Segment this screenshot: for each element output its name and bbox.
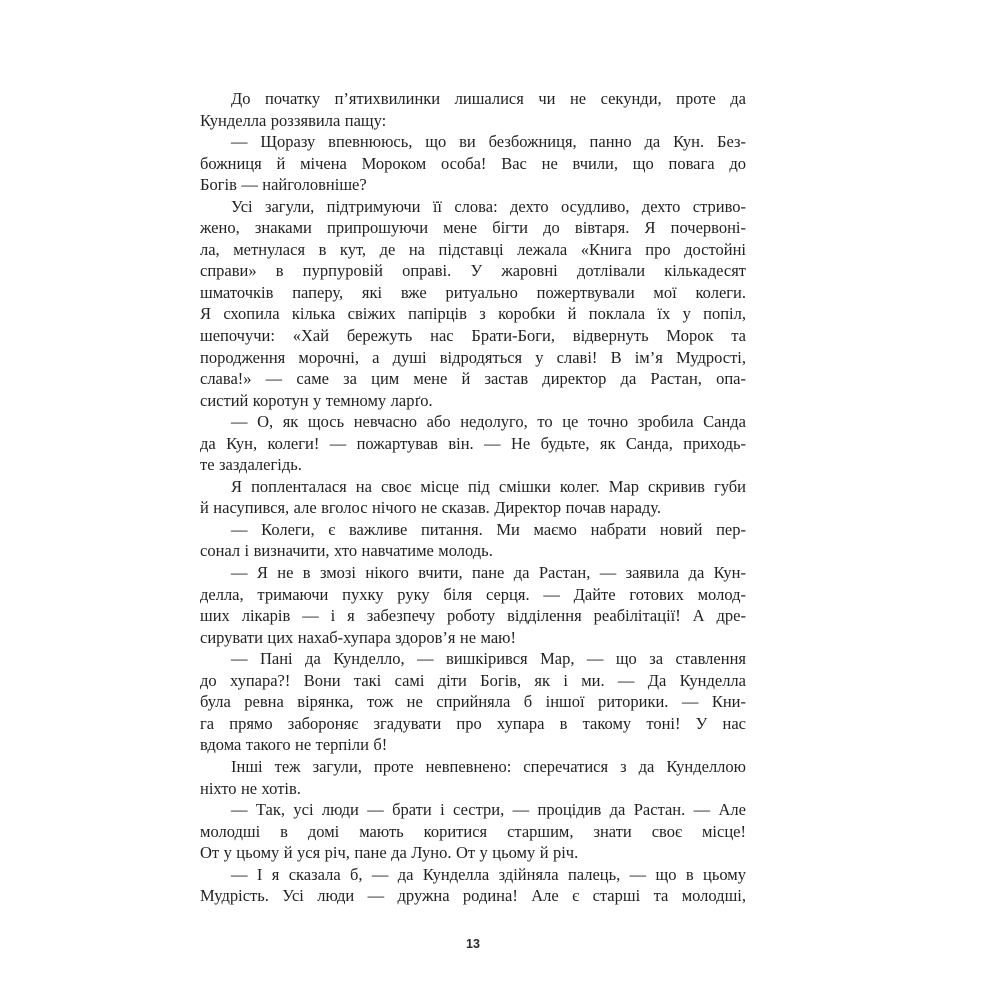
text-line: справи» в пурпуровій оправі. У жаровні дотлівали кількадесят: [200, 261, 746, 281]
text-line: породження морочні, а душі відродяться у славі! В ім’я Мудрості,: [200, 347, 746, 367]
text-line: делла, тримаючи пухку руку біля серця. — Дайте готових молод-: [200, 584, 746, 604]
text-line: шепочучи: «Хай бережуть нас Брати-Боги, відвернуть Морок та: [200, 326, 746, 346]
text-line: молодші в домі мають коритися старшим, знати своє місце!: [200, 821, 746, 841]
text-line: Я схопила кілька свіжих папірців з коробки й поклала їх у попіл,: [200, 304, 746, 324]
text-line: сонал і визначити, хто навчатиме молодь.: [200, 541, 493, 561]
text-line: до хупара?! Вони такі самі діти Богів, як і ми. — Да Кунделла: [200, 670, 746, 690]
text-line: ла, метнулася в кут, де на підставці лежала «Книга про достойні: [200, 239, 746, 259]
text-line: те заздалегідь.: [200, 455, 302, 475]
text-line: Мудрість. Усі люди — дружна родина! Але є старші та молодші,: [200, 886, 746, 906]
text-line: вдома такого не терпіли б!: [200, 735, 388, 755]
text-line: шматочків паперу, які вже ритуально пожертвували мої колеги.: [200, 282, 746, 302]
text-line: Я попленталася на своє місце під смішки колег. Мар скривив губи: [231, 476, 746, 496]
text-line: Інші теж загули, проте невпевнено: сперечатися з да Кунделлою: [231, 756, 746, 776]
text-line: Усі загули, підтримуючи її слова: дехто осудливо, дехто стриво-: [231, 196, 746, 216]
text-line: була ревна вірянка, тож не сприйняла б іншої риторики. — Кни-: [200, 692, 746, 712]
text-line: слава!» — саме за цим мене й застав директор да Растан, опа-: [200, 369, 746, 389]
text-line: — Я не в змозі нікого вчити, пане да Растан, — заявила да Кун-: [231, 563, 746, 583]
text-line: Кунделла роззявила пащу:: [200, 110, 387, 130]
text-line: До початку п’ятихвилинки лишалися чи не секунди, проте да: [231, 89, 746, 108]
text-line: Богів — найголовніше?: [200, 175, 367, 195]
page-number: 13: [466, 937, 480, 951]
text-line: жено, знаками припрошуючи мене бігти до вівтаря. Я почервоні-: [200, 218, 746, 238]
text-line: — Так, усі люди — брати і сестри, — процідив да Растан. — Але: [231, 800, 746, 820]
text-line: — І я сказала б, — да Кунделла здійняла палець, — що в цьому: [231, 864, 746, 884]
text-line: ших лікарів — і я забезпечу роботу відділення реабілітації! А дре-: [200, 606, 746, 626]
text-line: й насупився, але вголос нічого не сказав. Директор почав нараду.: [200, 498, 662, 518]
text-line: га прямо забороняє згадувати про хупара в такому тоні! У нас: [200, 713, 746, 733]
text-line: — Щоразу впевнююсь, що ви безбожниця, панно да Кун. Без-: [231, 132, 746, 152]
text-line: — Пані да Кунделло, — вишкірився Мар, — що за ставлення: [231, 649, 746, 669]
text-line: — О, як щось невчасно або недолуго, то це точно зробила Санда: [231, 412, 746, 432]
text-line: ніхто не хотів.: [200, 778, 301, 798]
text-line: От у цьому й уся річ, пане да Луно. От у цьому й річ.: [200, 843, 579, 863]
text-line: — Колеги, є важливе питання. Ми маємо набрати новий пер-: [231, 519, 746, 539]
text-line: систий коротун у темному ларґо.: [200, 390, 433, 410]
text-line: сирувати цих нахаб-хупара здоров’я не маю!: [200, 627, 516, 647]
text-line: божниця й мічена Мороком особа! Вас не вчили, що повага до: [200, 153, 746, 173]
text-line: да Кун, колеги! — пожартував він. — Не будьте, як Санда, приходь-: [200, 433, 746, 453]
text-block: [200, 88, 746, 907]
